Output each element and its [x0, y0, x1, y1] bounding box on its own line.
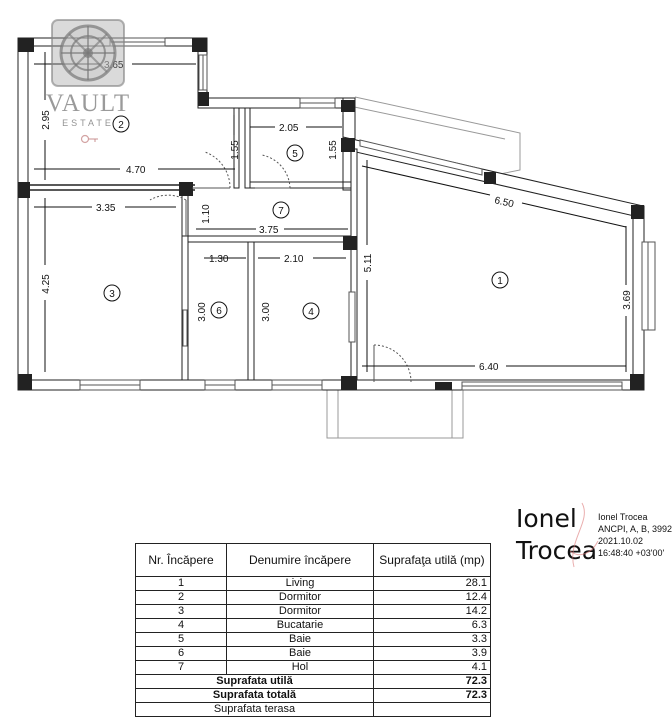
cell-name: Living: [227, 577, 374, 591]
logo: [36, 18, 140, 153]
table-header-row: [136, 544, 491, 577]
total-util-value: 72.3: [374, 675, 491, 689]
dim-1-10: 1.10: [201, 204, 212, 224]
cell-name: Baie: [227, 647, 374, 661]
logo-brand: VAULT: [45, 90, 131, 117]
dim-3-69: 3.69: [622, 290, 633, 310]
dim-4-70: 4.70: [126, 165, 146, 176]
dim-2-95: 2.95: [41, 110, 52, 130]
room-number-5: 5: [292, 149, 298, 160]
room-number-6: 6: [216, 306, 222, 317]
dim-3-00-bath: 3.00: [197, 302, 208, 322]
dim-3-35: 3.35: [96, 203, 116, 214]
cell-nr: 4: [136, 619, 227, 633]
dim-6-40: 6.40: [479, 362, 499, 373]
dim-4-25: 4.25: [41, 274, 52, 294]
cell-area: 4.1: [374, 661, 491, 675]
cell-name: Hol: [227, 661, 374, 675]
signature-meta-authority: ANCPI, A, B, 3992: [598, 524, 672, 534]
rooms-table: [135, 543, 491, 717]
dim-2-05: 2.05: [279, 123, 299, 134]
room-number-4: 4: [308, 307, 314, 318]
cell-area: 12.4: [374, 591, 491, 605]
cell-name: Bucatarie: [227, 619, 374, 633]
room-markers: [104, 116, 508, 319]
signature-meta: [598, 511, 672, 559]
total-label: Suprafata totală: [136, 689, 374, 703]
signature-flourish: [562, 501, 602, 571]
signature-meta-time: 16:48:40 +03'00': [598, 548, 665, 558]
cell-name: Dormitor: [227, 605, 374, 619]
terrace-row: [136, 703, 491, 717]
cell-area: 3.9: [374, 647, 491, 661]
digital-signature: [512, 503, 672, 573]
dim-2-10: 2.10: [284, 254, 304, 265]
cell-nr: 1: [136, 577, 227, 591]
dim-3-00-kitchen: 3.00: [261, 302, 272, 322]
total-util-row: [136, 675, 491, 689]
dim-6-50: 6.50: [493, 195, 515, 211]
entrance-steps: [327, 390, 463, 438]
cell-nr: 5: [136, 633, 227, 647]
key-icon: [80, 132, 100, 146]
total-value: 72.3: [374, 689, 491, 703]
dim-5-11: 5.11: [363, 253, 374, 273]
room-number-7: 7: [278, 206, 284, 217]
table-row: [136, 605, 491, 619]
dim-1-55-left: 1.55: [230, 140, 241, 160]
cell-name: Baie: [227, 633, 374, 647]
dim-1-55-right: 1.55: [328, 140, 339, 160]
cell-nr: 3: [136, 605, 227, 619]
cell-nr: 6: [136, 647, 227, 661]
cell-nr: 2: [136, 591, 227, 605]
cell-name: Dormitor: [227, 591, 374, 605]
signature-meta-date: 2021.10.02: [598, 536, 644, 546]
cell-area: 3.3: [374, 633, 491, 647]
dim-3-75: 3.75: [259, 225, 279, 236]
cell-nr: 7: [136, 661, 227, 675]
room-number-3: 3: [109, 289, 115, 300]
table-row: [136, 591, 491, 605]
terrace-label: Suprafata terasa: [136, 703, 374, 717]
dim-1-30: 1.30: [209, 254, 229, 265]
table-row: [136, 577, 491, 591]
header-room-nr: Nr. Încăpere: [136, 544, 227, 577]
room-number-2: 2: [118, 120, 124, 131]
signature-name: Ionel Trocea: [516, 504, 598, 565]
header-room-name: Denumire încăpere: [227, 544, 374, 577]
cell-area: 28.1: [374, 577, 491, 591]
cell-area: 14.2: [374, 605, 491, 619]
total-util-label: Suprafata utilă: [136, 675, 374, 689]
header-room-area: Suprafaţa utilă (mp): [374, 544, 491, 577]
total-row: [136, 689, 491, 703]
signature-meta-name: Ionel Trocea: [598, 512, 648, 522]
table-row: [136, 633, 491, 647]
table-row: [136, 619, 491, 633]
terrace-value: [374, 703, 491, 717]
room-number-1: 1: [497, 276, 503, 287]
logo-sub: ESTATE: [62, 118, 114, 128]
cell-area: 6.3: [374, 619, 491, 633]
table-row: [136, 661, 491, 675]
table-row: [136, 647, 491, 661]
